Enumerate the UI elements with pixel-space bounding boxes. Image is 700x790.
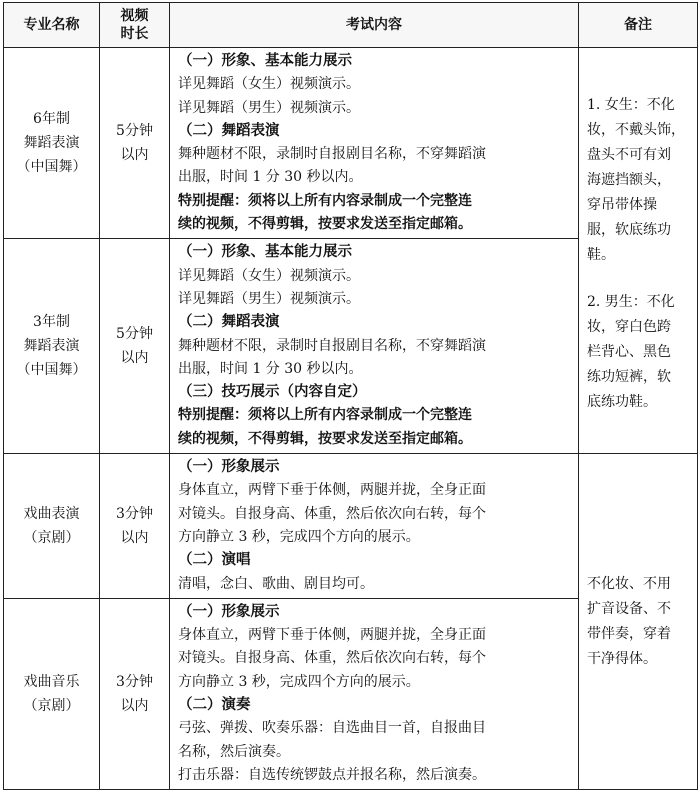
major-line: 戏曲音乐 xyxy=(23,674,80,691)
content-cell xyxy=(170,239,579,454)
note-spacer xyxy=(587,268,691,290)
major-line: 戏曲表演 xyxy=(23,505,80,522)
content-cell xyxy=(170,454,579,599)
duration-line: 以内 xyxy=(120,350,149,367)
notes-cell-opera xyxy=(579,454,698,790)
special-reminder: 续的视频，不得剪辑，按要求发送至指定邮箱。 xyxy=(178,430,472,447)
note-line: 底练功鞋。 xyxy=(587,394,657,410)
major-line: （京剧） xyxy=(23,698,80,715)
section-heading: （三）技巧展示（内容自定） xyxy=(178,384,367,401)
duration-line: 5分钟 xyxy=(116,123,153,140)
duration-line: 以内 xyxy=(120,698,149,715)
note-line: 不化妆、不用 xyxy=(587,575,671,592)
content-line: 清唱，念白、歌曲、剧目均可。 xyxy=(178,575,374,592)
section-heading: （一）形象展示 xyxy=(178,603,280,620)
note-line: 海遮挡额头， xyxy=(587,172,671,188)
major-cell xyxy=(4,454,100,599)
major-cell xyxy=(4,239,100,454)
duration-line: 3分钟 xyxy=(116,505,153,522)
content-line: 对镜头。自报身高、体重，然后依次向右转，每个 xyxy=(178,650,486,667)
content-cell xyxy=(170,598,579,789)
content-line: 详见舞蹈（女生）视频演示。 xyxy=(178,76,360,93)
major-line: （京剧） xyxy=(23,529,80,546)
content-line: 方向静立 3 秒，完成四个方向的展示。 xyxy=(178,528,420,545)
section-heading: （一）形象、基本能力展示 xyxy=(178,244,352,261)
header-duration-line1: 视频 xyxy=(120,8,149,24)
duration-cell xyxy=(100,48,170,239)
exam-content-table xyxy=(3,2,698,790)
note-line: 干净得体。 xyxy=(587,650,657,667)
section-heading: （二）舞蹈表演 xyxy=(178,122,280,139)
content-line: 舞种题材不限，录制时自报剧目名称，不穿舞蹈演 xyxy=(178,337,486,354)
note-line: 扩音设备、不 xyxy=(587,600,671,617)
special-reminder: 特别提醒：须将以上所有内容录制成一个完整连 xyxy=(178,192,472,209)
duration-line: 3分钟 xyxy=(116,674,153,691)
content-line: 身体直立，两臂下垂于体侧，两腿并拢，全身正面 xyxy=(178,627,486,644)
major-line: 3年制 xyxy=(33,314,70,331)
major-cell xyxy=(4,598,100,789)
content-line: 详见舞蹈（女生）视频演示。 xyxy=(178,267,360,284)
notes-cell-dance xyxy=(579,48,698,454)
special-reminder: 续的视频，不得剪辑，按要求发送至指定邮箱。 xyxy=(178,216,472,233)
duration-line: 以内 xyxy=(120,529,149,546)
table-row xyxy=(4,454,698,599)
content-line: 舞种题材不限，录制时自报剧目名称，不穿舞蹈演 xyxy=(178,146,486,163)
header-major: 专业名称 xyxy=(4,3,100,48)
header-notes: 备注 xyxy=(579,3,698,48)
note-line: 盘头不可有刘 xyxy=(587,147,671,163)
section-heading: （二）演奏 xyxy=(178,697,251,714)
content-line: 详见舞蹈（男生）视频演示。 xyxy=(178,290,360,307)
note-line: 妆，穿白色跨 xyxy=(587,319,671,335)
major-line: 6年制 xyxy=(33,111,70,128)
major-cell xyxy=(4,48,100,239)
duration-cell xyxy=(100,239,170,454)
special-reminder: 特别提醒：须将以上所有内容录制成一个完整连 xyxy=(178,407,472,424)
duration-cell xyxy=(100,454,170,599)
major-line: （中国舞） xyxy=(16,159,87,176)
note-line: 鞋。 xyxy=(587,247,615,263)
content-line: 打击乐器：自选传统锣鼓点并报名称，然后演奏。 xyxy=(178,766,486,783)
section-heading: （一）形象、基本能力展示 xyxy=(178,53,352,69)
header-duration-line2: 时长 xyxy=(120,26,149,42)
major-line: 舞蹈表演 xyxy=(23,338,80,355)
content-cell xyxy=(170,48,579,239)
content-line: 方向静立 3 秒，完成四个方向的展示。 xyxy=(178,673,420,690)
content-line: 弓弦、弹拨、吹奏乐器：自选曲目一首，自报曲目 xyxy=(178,720,486,737)
content-line: 名称，然后演奏。 xyxy=(178,743,290,760)
major-line: （中国舞） xyxy=(16,362,87,379)
content-line: 详见舞蹈（男生）视频演示。 xyxy=(178,99,360,116)
note-line: 服，软底练功 xyxy=(587,222,671,238)
note-line: 练功短裤，软 xyxy=(587,369,671,385)
note-line: 带伴奏，穿着 xyxy=(587,625,671,642)
note-line: 妆，不戴头饰， xyxy=(587,122,685,138)
section-heading: （二）演唱 xyxy=(178,552,251,569)
header-duration xyxy=(100,3,170,48)
section-heading: （一）形象展示 xyxy=(178,459,280,476)
duration-cell xyxy=(100,598,170,789)
section-heading: （二）舞蹈表演 xyxy=(178,314,280,331)
content-line: 对镜头。自报身高、体重，然后依次向右转，每个 xyxy=(178,505,486,522)
note-line: 1. 女生：不化 xyxy=(587,97,675,113)
content-line: 出服，时间 1 分 30 秒以内。 xyxy=(178,169,363,186)
major-line: 舞蹈表演 xyxy=(23,135,80,152)
note-line: 栏背心、黑色 xyxy=(587,344,671,360)
note-line: 2. 男生：不化 xyxy=(587,294,675,310)
header-row xyxy=(4,3,698,48)
content-line: 身体直立，两臂下垂于体侧，两腿并拢，全身正面 xyxy=(178,482,486,499)
note-line: 穿吊带体操 xyxy=(587,197,657,213)
duration-line: 5分钟 xyxy=(116,326,153,343)
duration-line: 以内 xyxy=(120,147,149,164)
header-content: 考试内容 xyxy=(170,3,579,48)
table-row xyxy=(4,48,698,239)
content-line: 出服，时间 1 分 30 秒以内。 xyxy=(178,360,363,377)
